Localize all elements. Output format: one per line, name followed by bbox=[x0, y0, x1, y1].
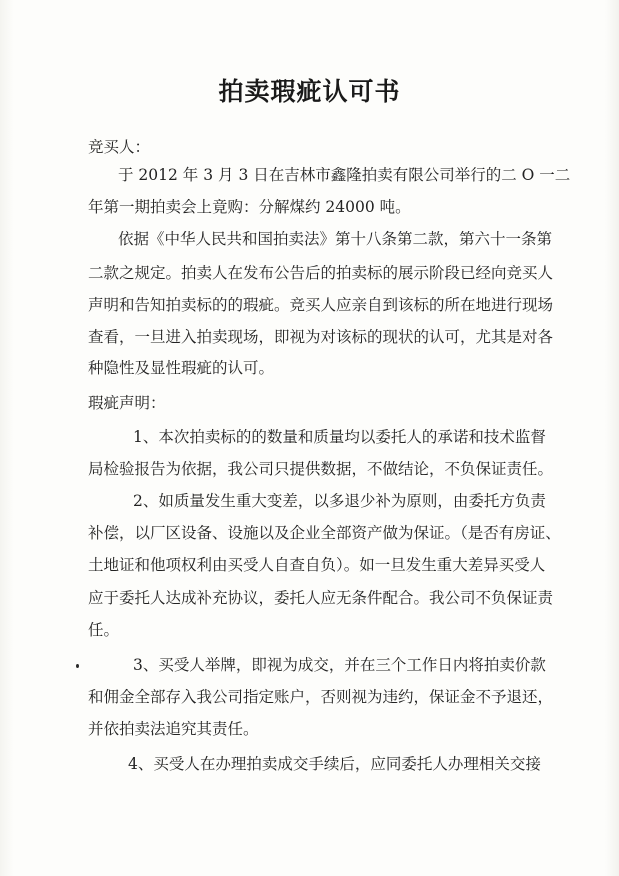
paragraph-line: 二款之规定。拍卖人在发布公告后的拍卖标的展示阶段已经向竞买人 bbox=[88, 264, 554, 282]
clause-line: 并依拍卖法追究其责任。 bbox=[88, 720, 259, 738]
clause-line: 1、本次拍卖标的的数量和质量均以委托人的承诺和技术监督 bbox=[133, 428, 546, 446]
paragraph-line: 查看，一旦进入拍卖现场，即视为对该标的现状的认可，尤其是对各 bbox=[88, 328, 554, 346]
clause-line: 4、买受人在办理拍卖成交手续后，应同委托人办理相关交接 bbox=[128, 755, 541, 773]
paragraph-line: 依据《中华人民共和国拍卖法》第十八条第二款，第六十一条第 bbox=[118, 230, 553, 248]
clause-line: 土地证和他项权利由买受人自查自负）。如一旦发生重大差异买受人 bbox=[88, 556, 546, 574]
section-heading: 瑕疵声明： bbox=[88, 394, 166, 412]
scan-speck bbox=[76, 664, 79, 668]
document-title: 拍卖瑕疵认可书 bbox=[218, 77, 401, 106]
paragraph-line: 声明和告知拍卖标的的瑕疵。竞买人应亲自到该标的所在地进行现场 bbox=[88, 296, 554, 314]
clause-line: 应于委托人达成补充协议，委托人应无条件配合。我公司不负保证责 bbox=[88, 589, 554, 607]
clause-line: 2、如质量发生重大变差，以多退少补为原则，由委托方负责 bbox=[133, 492, 546, 510]
clause-line: 任。 bbox=[88, 621, 120, 639]
clause-line: 和佣金全部存入我公司指定账户，否则视为违约，保证金不予退还， bbox=[88, 688, 554, 706]
paragraph-line: 于 2012 年 3 月 3 日在吉林市鑫隆拍卖有限公司举行的二 O 一二 bbox=[118, 166, 571, 184]
clause-line: 3、买受人举牌，即视为成交，并在三个工作日内将拍卖价款 bbox=[133, 656, 546, 674]
clause-line: 补偿，以厂区设备、设施以及企业全部资产做为保证。（是否有房证、 bbox=[88, 524, 561, 542]
addressee-line: 竞买人： bbox=[88, 138, 151, 156]
paragraph-line: 年第一期拍卖会上竟购：分解煤约 24000 吨。 bbox=[88, 198, 411, 216]
paragraph-line: 种隐性及显性瑕疵的认可。 bbox=[88, 359, 275, 377]
clause-line: 局检验报告为依据，我公司只提供数据，不做结论，不负保证责任。 bbox=[88, 460, 554, 478]
